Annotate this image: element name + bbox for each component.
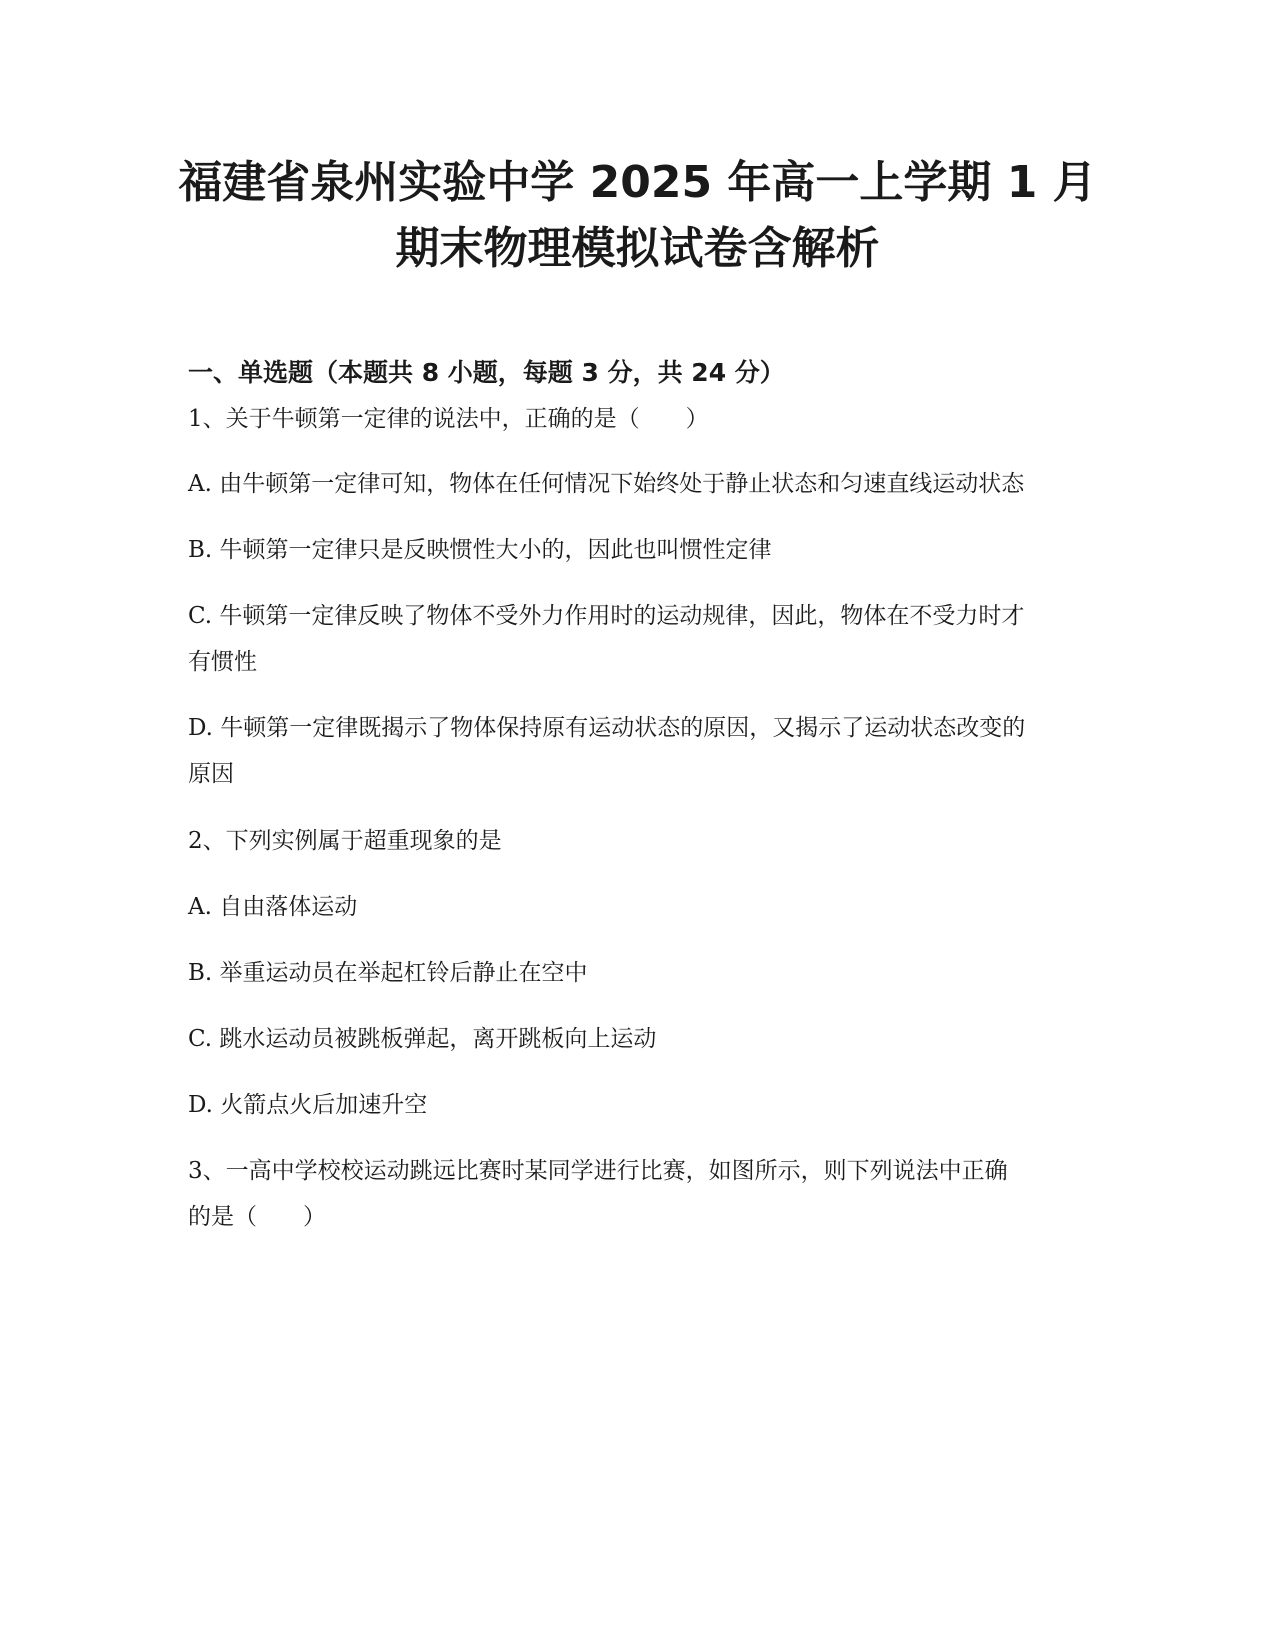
question-1-stem: 1、关于牛顿第一定律的说法中，正确的是（ ） (188, 406, 709, 432)
section-heading: 一、单选题（本题共 8 小题，每题 3 分，共 24 分） (188, 358, 785, 387)
question-2-option-d: D. 火箭点火后加速升空 (188, 1092, 428, 1118)
question-2-option-c: C. 跳水运动员被跳板弹起，离开跳板向上运动 (188, 1026, 657, 1052)
question-1-option-b: B. 牛顿第一定律只是反映惯性大小的，因此也叫惯性定律 (188, 537, 772, 563)
question-2-option-b: B. 举重运动员在举起杠铃后静止在空中 (188, 960, 588, 986)
question-2-option-a: A. 自由落体运动 (188, 894, 358, 920)
title-line-1: 福建省泉州实验中学 2025 年高一上学期 1 月 (178, 157, 1097, 208)
title-line-2: 期末物理模拟试卷含解析 (395, 223, 880, 274)
question-3-stem-continued: 的是（ ） (188, 1204, 326, 1230)
question-1-option-d: D. 牛顿第一定律既揭示了物体保持原有运动状态的原因，又揭示了运动状态改变的 (188, 715, 1026, 741)
question-1-option-c: C. 牛顿第一定律反映了物体不受外力作用时的运动规律，因此，物体在不受力时才 (188, 603, 1025, 629)
question-1-option-d-continued: 原因 (188, 761, 234, 787)
document-title (150, 150, 1125, 282)
question-3-stem: 3、一高中学校校运动跳远比赛时某同学进行比赛，如图所示，则下列说法中正确 (188, 1158, 1008, 1184)
question-2-stem: 2、下列实例属于超重现象的是 (188, 828, 502, 854)
question-1-option-a: A. 由牛顿第一定律可知，物体在任何情况下始终处于静止状态和匀速直线运动状态 (188, 471, 1025, 497)
question-1-option-c-continued: 有惯性 (188, 649, 257, 675)
